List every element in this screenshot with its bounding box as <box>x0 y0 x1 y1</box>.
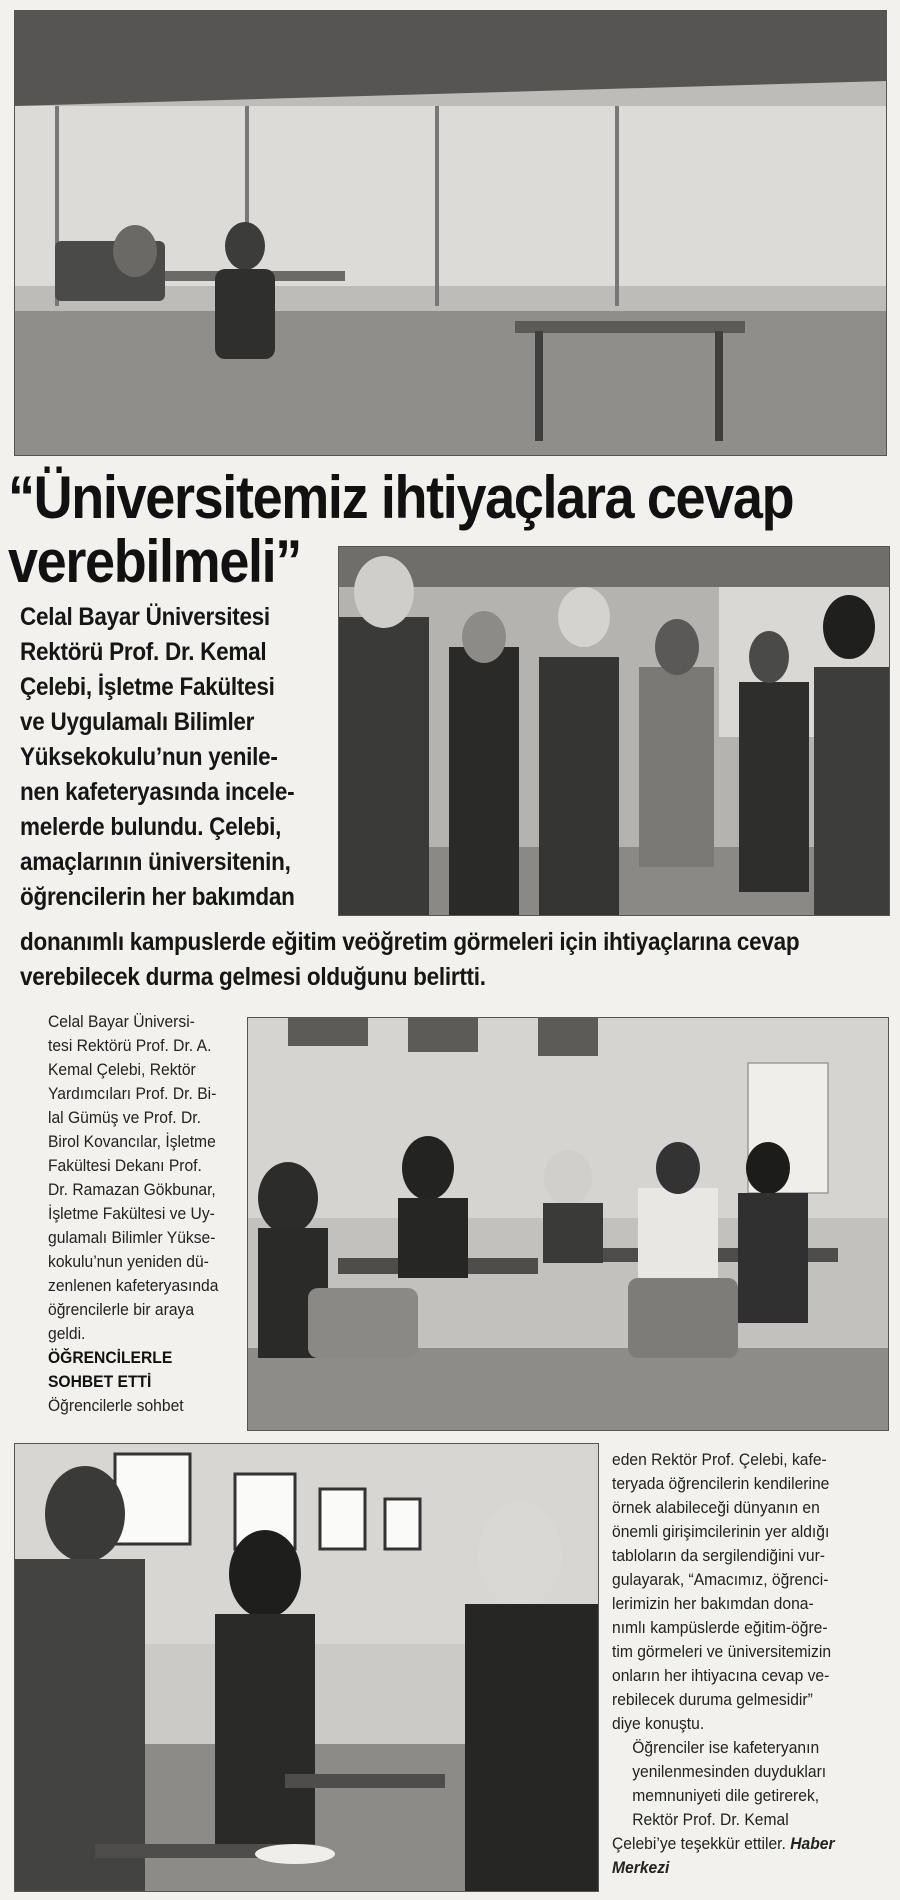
body-line: tim görmeleri ve üniversitemizin <box>612 1642 832 1661</box>
body-column-left <box>48 1010 218 1418</box>
body-line: Öğrenciler ise kafeteryanın <box>632 1738 820 1757</box>
body-line: Celal Bayar Üniversi- <box>48 1012 195 1031</box>
body-line: Fakültesi Dekanı Prof. <box>48 1156 202 1175</box>
lead-line: nen kafeteryasında incele- <box>20 778 295 806</box>
body-line: onların her ihtiyacına cevap ve- <box>612 1666 830 1685</box>
body-line: örnek alabileceği dünyanın en <box>612 1498 820 1517</box>
body-line: diye konuştu. <box>612 1714 705 1733</box>
rector-students-photo <box>14 1443 599 1892</box>
body-paragraph <box>612 1736 835 1832</box>
body-line: kokulu’nun yeniden dü- <box>48 1252 209 1271</box>
body-line: gulayarak, “Amacımız, öğrenci- <box>612 1570 829 1589</box>
body-line: Kemal Çelebi, Rektör <box>48 1060 196 1079</box>
body-line: tesi Rektörü Prof. Dr. A. <box>48 1036 212 1055</box>
body-line: Rektör Prof. Dr. Kemal <box>632 1810 789 1829</box>
body-line <box>612 1832 835 1856</box>
body-line: lerimizin her bakımdan dona- <box>612 1594 814 1613</box>
body-line: nımlı kampüslerde eğitim-öğre- <box>612 1618 828 1637</box>
body-line: Birol Kovancılar, İşletme <box>48 1132 216 1151</box>
lead-paragraph-continued <box>20 925 799 995</box>
section-subhead: SOHBET ETTİ <box>48 1372 152 1391</box>
body-paragraph <box>612 1448 835 1736</box>
body-line: eden Rektör Prof. Çelebi, kafe- <box>612 1450 827 1469</box>
body-line: öğrencilerle bir araya <box>48 1300 195 1319</box>
lead-line: melerde bulundu. Çelebi, <box>20 813 282 841</box>
rector-group-photo <box>338 546 890 916</box>
body-column-right <box>612 1448 835 1880</box>
body-line: lal Gümüş ve Prof. Dr. <box>48 1108 201 1127</box>
body-line: önemli girişimcilerinin yer aldığı <box>612 1522 830 1541</box>
body-line: teryada öğrencilerin kendilerine <box>612 1474 830 1493</box>
lead-line: Çelebi, İşletme Fakültesi <box>20 673 275 701</box>
headline: “Üniversitemiz ihtiyaçlara cevap <box>8 464 794 531</box>
body-line: memnuniyeti dile getirerek, <box>632 1786 820 1805</box>
lead-line: verebilecek durma gelmesi olduğunu belirtti. <box>20 963 486 991</box>
body-line-text: Çelebi’ye teşekkür ettiler. <box>612 1834 786 1853</box>
byline: Haber <box>790 1834 835 1853</box>
body-line: Dr. Ramazan Gökbunar, <box>48 1180 216 1199</box>
body-line: geldi. <box>48 1324 86 1343</box>
students-seated-photo <box>247 1017 889 1431</box>
headline-continued: verebilmeli” <box>8 528 301 595</box>
lead-line: öğrencilerin her bakımdan <box>20 883 295 911</box>
section-subhead: ÖĞRENCİLERLE <box>48 1348 173 1367</box>
lead-line: ve Uygulamalı Bilimler <box>20 708 255 736</box>
body-line: Öğrencilerle sohbet <box>48 1396 184 1415</box>
byline-continued: Merkezi <box>612 1858 670 1877</box>
lead-line: Yüksekokulu’nun yenile- <box>20 743 278 771</box>
body-line: tabloların da sergilendiğini vur- <box>612 1546 826 1565</box>
body-line: İşletme Fakültesi ve Uy- <box>48 1204 215 1223</box>
body-line: gulamalı Bilimler Yükse- <box>48 1228 216 1247</box>
body-line: yenilenmesinden duydukları <box>632 1762 827 1781</box>
lead-line: Rektörü Prof. Dr. Kemal <box>20 638 267 666</box>
lead-line: amaçlarının üniversitenin, <box>20 848 291 876</box>
body-line: zenlenen kafeteryasında <box>48 1276 219 1295</box>
lead-paragraph <box>20 600 295 915</box>
body-line: rebilecek duruma gelmesidir” <box>612 1690 813 1709</box>
body-line: Yardımcıları Prof. Dr. Bi- <box>48 1084 217 1103</box>
lead-line: Celal Bayar Üniversitesi <box>20 603 270 631</box>
lead-line: donanımlı kampuslerde eğitim veöğretim görmeleri için ihtiyaçlarına cevap <box>20 928 800 956</box>
cafeteria-photo <box>14 10 887 456</box>
